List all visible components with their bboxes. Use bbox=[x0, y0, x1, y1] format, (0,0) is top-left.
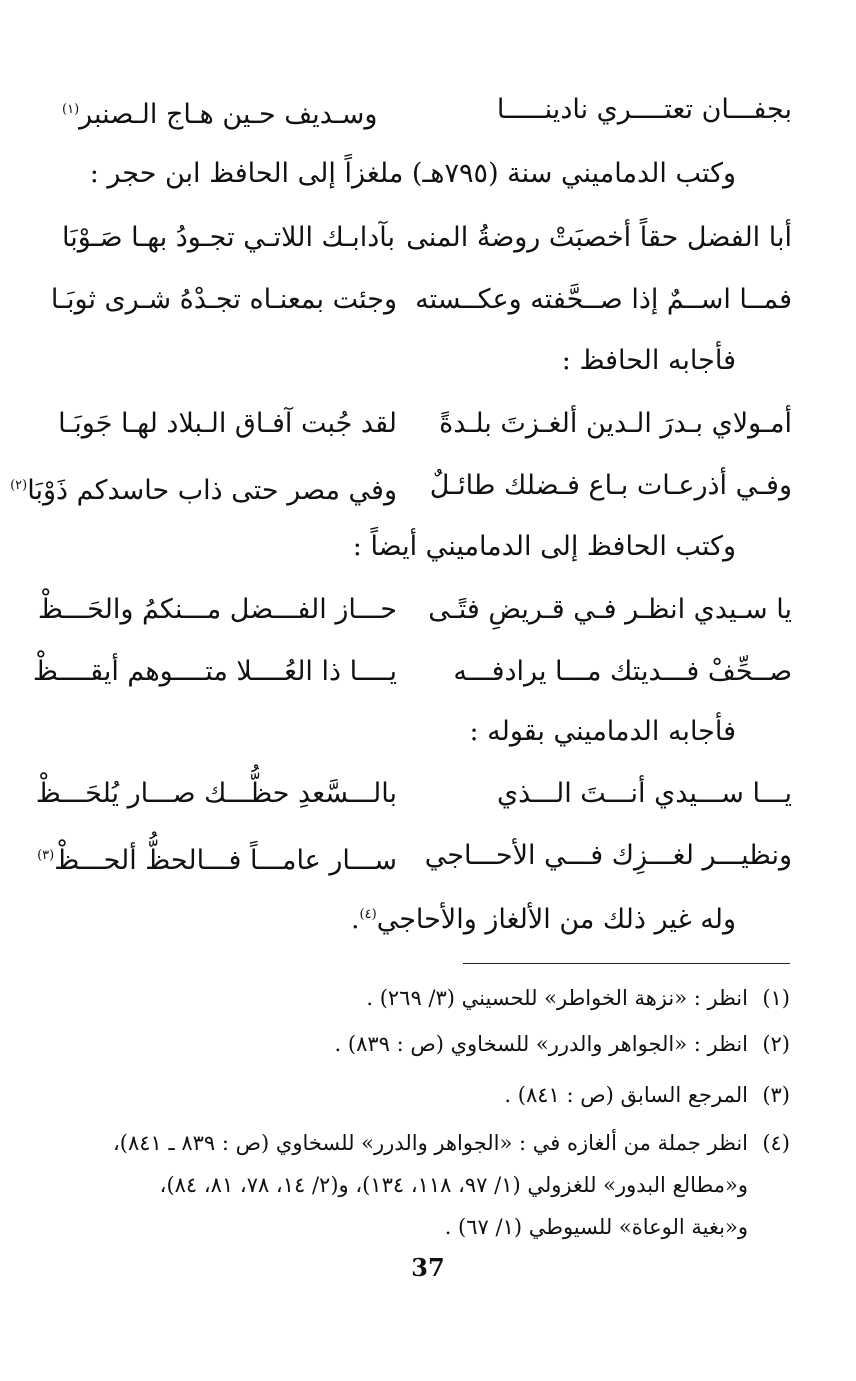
verse-second-hemistich: يــــا ذا العُــــلا متــــوهم أيقــــظْ bbox=[32, 656, 397, 687]
verse-first-hemistich: أبا الفضل حقاً أخصبَتْ روضةُ المنى bbox=[406, 222, 792, 253]
verse-line bbox=[58, 400, 792, 448]
prose-text: وله غير ذلك من الألغاز والأحاجي bbox=[376, 904, 736, 935]
footnote bbox=[60, 980, 790, 1016]
prose-line: وكتب الدماميني سنة (٧٩٥هـ) ملغزاً إلى الحافظ ابن حجر : bbox=[89, 158, 736, 189]
verse-line bbox=[37, 586, 792, 634]
footnote-continuation: و«بغية الوعاة» للسيوطي (١/ ٦٧) . bbox=[444, 1215, 748, 1239]
verse-second-hemistich bbox=[62, 86, 397, 139]
footnote-separator bbox=[463, 963, 790, 964]
verse-first-hemistich: يـــا ســـيدي أنـــتَ الـــذي bbox=[496, 778, 792, 809]
footnote-number: (١) bbox=[762, 986, 790, 1010]
footnote-marker: (٢) bbox=[10, 478, 28, 493]
verse-second-hemistich: بالـــسَّعدِ حظُّـــك صـــار يُلحَـــظْ bbox=[35, 778, 397, 809]
footnote-text: انظر : «الجواهر والدرر» للسخاوي (ص : ٨٣٩) . bbox=[334, 1032, 748, 1056]
verse-first-hemistich: صــحِّفْ فـــديتك مـــا يرادفـــه bbox=[453, 656, 792, 687]
verse-second-hemistich: بآدابـك اللاتـي تجـودُ بهـا صَـوْبَا bbox=[62, 222, 395, 253]
prose-period: . bbox=[350, 904, 360, 935]
page-number: 37 bbox=[411, 1253, 445, 1282]
footnote-marker: (٤) bbox=[359, 907, 377, 922]
footnote-number: (٤) bbox=[762, 1131, 790, 1155]
verse-line bbox=[37, 832, 792, 880]
footnote-marker: (٣) bbox=[37, 848, 55, 863]
footnote bbox=[60, 1077, 790, 1113]
footnote-text: المرجع السابق (ص : ٨٤١) . bbox=[504, 1083, 748, 1107]
footnote-text: انظر جملة من ألغازه في : «الجواهر والدرر» للسخاوي (ص : ٨٣٩ ـ ٨٤١)، bbox=[113, 1131, 748, 1155]
verse-first-hemistich: وفـي أذرعـات بـاع فـضلك طائـلٌ bbox=[429, 470, 792, 501]
hemistich-text: وفي مصر حتى ذاب حاسدكم ذَوْبَا bbox=[27, 475, 397, 506]
prose-line: فأجابه الدماميني بقوله : bbox=[469, 716, 736, 747]
verse-line bbox=[62, 214, 792, 262]
verse-first-hemistich: ونظيـــر لغـــزِك فـــي الأحـــاجي bbox=[424, 840, 792, 871]
prose-line: فأجابه الحافظ : bbox=[561, 345, 736, 376]
footnote-text: انظر : «نزهة الخواطر» للحسيني (٣/ ٢٦٩) . bbox=[366, 986, 748, 1010]
verse-first-hemistich: أمـولاي بـدرَ الـدين ألغـزتَ بلـدةً bbox=[439, 408, 792, 439]
verse-line bbox=[35, 770, 792, 818]
footnote bbox=[60, 1125, 790, 1161]
verse-first-hemistich: بجفـــان تعتــــري نادينـــــا bbox=[496, 94, 792, 125]
verse-second-hemistich: لقد جُبت آفـاق الـبلاد لهـا جَوبَـا bbox=[58, 408, 397, 439]
footnote-number: (٢) bbox=[762, 1032, 790, 1056]
footnote-number: (٣) bbox=[762, 1083, 790, 1107]
verse-first-hemistich: فمــا اســمٌ إذا صــحَّفته وعكــسته bbox=[415, 284, 792, 315]
verse-second-hemistich: وجئت بمعنـاه تجـدْهُ شـرى ثوبَـا bbox=[50, 284, 397, 315]
verse-second-hemistich bbox=[10, 462, 397, 515]
hemistich-text: وسـديف حـين هـاج الـصنبر bbox=[79, 99, 378, 130]
verse-first-hemistich: يا سـيدي انظـر فـي قـريضِ فتًـى bbox=[428, 594, 792, 625]
verse-line bbox=[10, 462, 792, 510]
verse-line bbox=[32, 648, 792, 696]
verse-line bbox=[50, 276, 792, 324]
footnote bbox=[60, 1026, 790, 1062]
footnote-marker: (١) bbox=[62, 102, 80, 117]
hemistich-text: ســـار عامـــاً فـــالحظُّ ألحـــظْ bbox=[54, 845, 397, 876]
prose-line bbox=[351, 891, 736, 944]
footnote-continuation: و«مطالع البدور» للغزولي (١/ ٩٧، ١١٨، ١٣٤)، و(٢/ ١٤، ٧٨، ٨١، ٨٤)، bbox=[159, 1173, 748, 1197]
verse-second-hemistich bbox=[37, 832, 397, 885]
verse-second-hemistich: حـــاز الفـــضل مـــنكمُ والحَـــظْ bbox=[37, 594, 397, 625]
verse-line bbox=[62, 86, 792, 134]
prose-line: وكتب الحافظ إلى الدماميني أيضاً : bbox=[352, 531, 736, 562]
